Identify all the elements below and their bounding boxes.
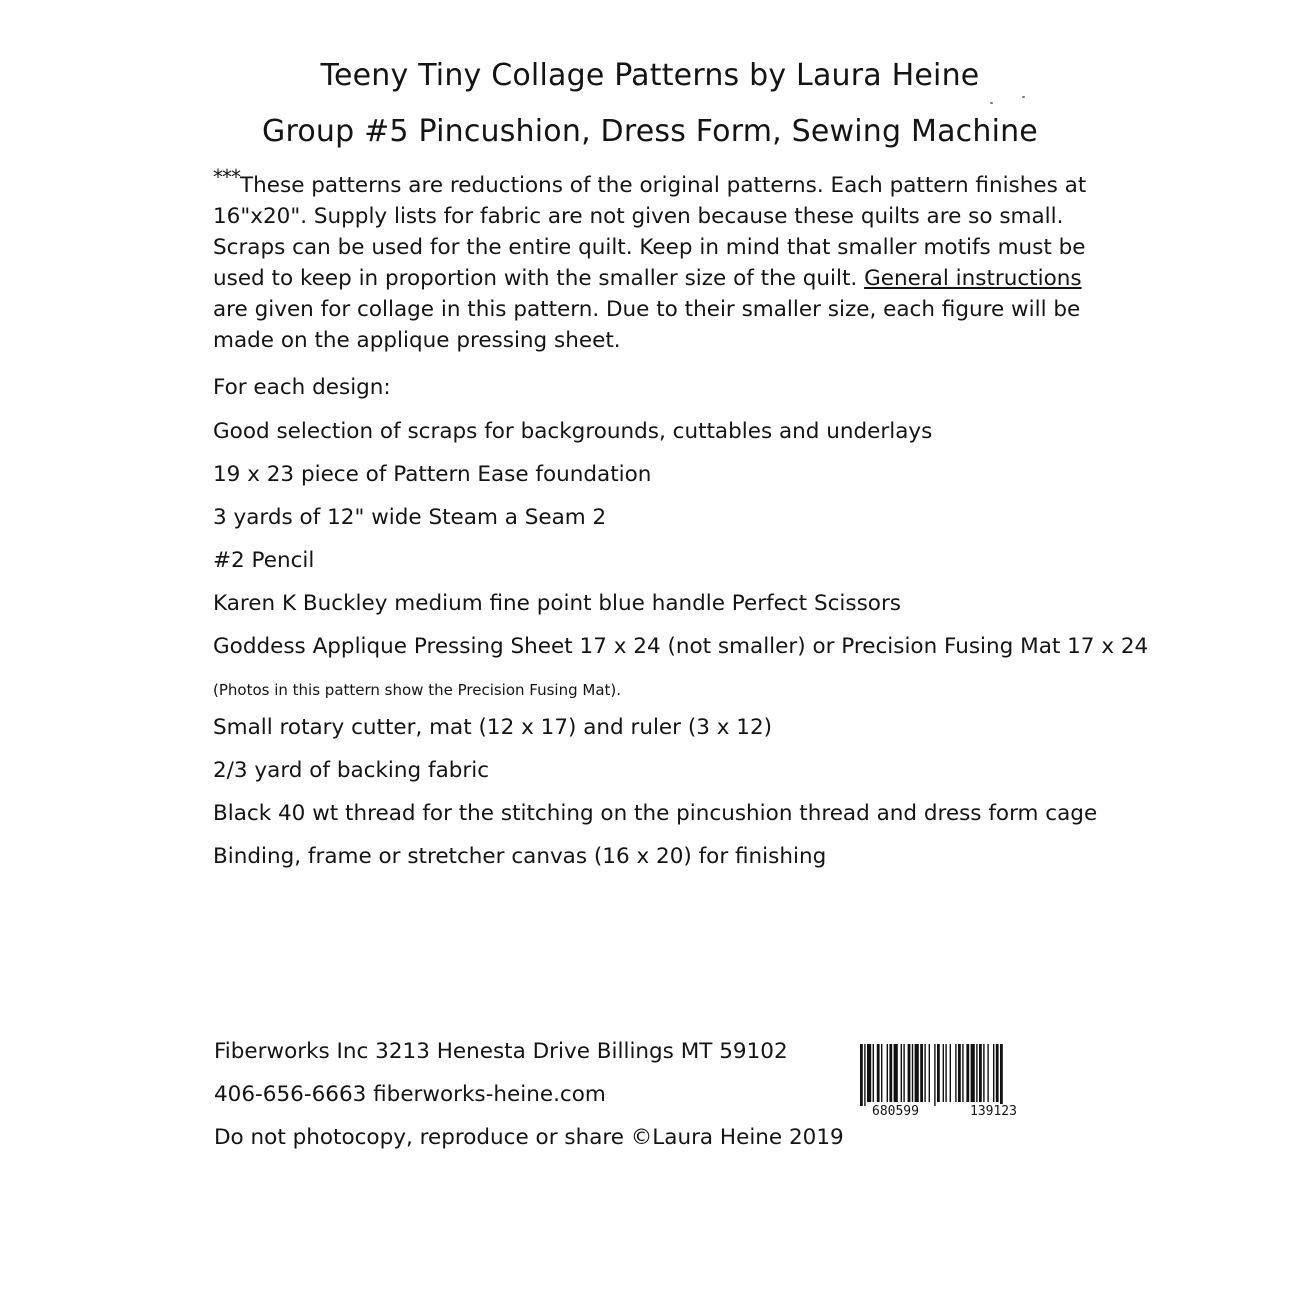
paper-speck [990, 102, 993, 104]
barcode-bar [915, 1044, 919, 1102]
barcode-bars [858, 1044, 1054, 1106]
barcode-right-digits: 139123 [970, 1104, 1017, 1119]
barcode-bar [943, 1044, 944, 1102]
barcode-bar [881, 1044, 882, 1102]
list-item: 2/3 yard of backing fabric [213, 758, 490, 783]
barcode-bar [976, 1044, 977, 1102]
supplies-heading: For each design: [213, 375, 391, 400]
paper-speck [1022, 96, 1025, 98]
barcode-bar [912, 1044, 913, 1102]
barcode-bar [920, 1044, 923, 1102]
list-item: Black 40 wt thread for the stitching on the pincushion thread and dress form cage [213, 801, 1098, 826]
page-subtitle: Group #5 Pincushion, Dress Form, Sewing Machine [262, 114, 1038, 149]
barcode-bar [873, 1044, 874, 1102]
barcode-bar [934, 1044, 935, 1106]
barcode-bar [979, 1044, 982, 1102]
barcode-bar [950, 1044, 951, 1102]
intro-stars: *** [213, 164, 240, 189]
general-instructions-link[interactable]: General instructions [864, 266, 1082, 291]
barcode-bar [962, 1044, 963, 1102]
barcode-bar [955, 1044, 956, 1102]
barcode-bar [889, 1044, 892, 1102]
page-title: Teeny Tiny Collage Patterns by Laura Heine [320, 58, 980, 93]
barcode-bar [958, 1044, 961, 1102]
barcode-bar [945, 1044, 946, 1102]
barcode-bar [864, 1044, 865, 1106]
barcode-bar [908, 1044, 911, 1102]
intro-text-start: These patterns are reductions of the original patterns. Each pattern finishes at 16"x20". Supply lists for fabric are not given because these quilts are so small. Scraps can be used for the entire quilt. Keep in mind that smaller motifs must be used to keep in proportion with the smaller size of the quilt. [213, 173, 1087, 291]
barcode-bar [983, 1044, 984, 1102]
list-item: 19 x 23 piece of Pattern Ease foundation [213, 462, 652, 487]
list-item: Karen K Buckley medium fine point blue handle Perfect Scissors [213, 591, 901, 616]
intro-paragraph [213, 164, 1093, 356]
barcode-bar [937, 1044, 940, 1102]
footer-contact: 406-656-6663 fiberworks-heine.com [214, 1082, 606, 1107]
list-item-note: (Photos in this pattern show the Precision Fusing Mat). [213, 681, 622, 699]
barcode-bar [860, 1044, 863, 1106]
barcode-bar [887, 1044, 888, 1102]
barcode-bar [971, 1044, 975, 1102]
list-item: Small rotary cutter, mat (12 x 17) and ruler (3 x 12) [213, 715, 773, 740]
list-item: #2 Pencil [213, 548, 315, 573]
barcode-bar [993, 1044, 994, 1102]
barcode-bar [894, 1044, 898, 1102]
barcode-bar [901, 1044, 902, 1102]
list-item: 3 yards of 12" wide Steam a Seam 2 [213, 505, 607, 530]
list-item: Goddess Applique Pressing Sheet 17 x 24 (not smaller) or Precision Fusing Mat 17 x 24 [213, 634, 1149, 659]
footer-copyright: Do not photocopy, reproduce or share ©Laura Heine 2019 [214, 1125, 844, 1150]
list-item: Binding, frame or stretcher canvas (16 x 20) for finishing [213, 844, 827, 869]
barcode-bar [929, 1044, 930, 1102]
barcode-bar [867, 1044, 871, 1102]
list-item: Good selection of scraps for backgrounds, cuttables and underlays [213, 419, 933, 444]
barcode-bar [987, 1044, 988, 1102]
intro-text-end: are given for collage in this pattern. Due to their smaller size, each figure will be made on the applique pressing sheet. [213, 297, 1081, 353]
barcode-bar [1000, 1044, 1003, 1106]
barcode-bar [924, 1044, 925, 1102]
barcode-left-digits: 680599 [872, 1104, 919, 1119]
barcode-bar [996, 1044, 999, 1102]
barcode-bar [966, 1044, 969, 1102]
barcode [858, 1044, 1054, 1122]
barcode-bar [903, 1044, 904, 1102]
footer-address: Fiberworks Inc 3213 Henesta Drive Billings MT 59102 [214, 1039, 788, 1064]
barcode-bar [877, 1044, 880, 1102]
